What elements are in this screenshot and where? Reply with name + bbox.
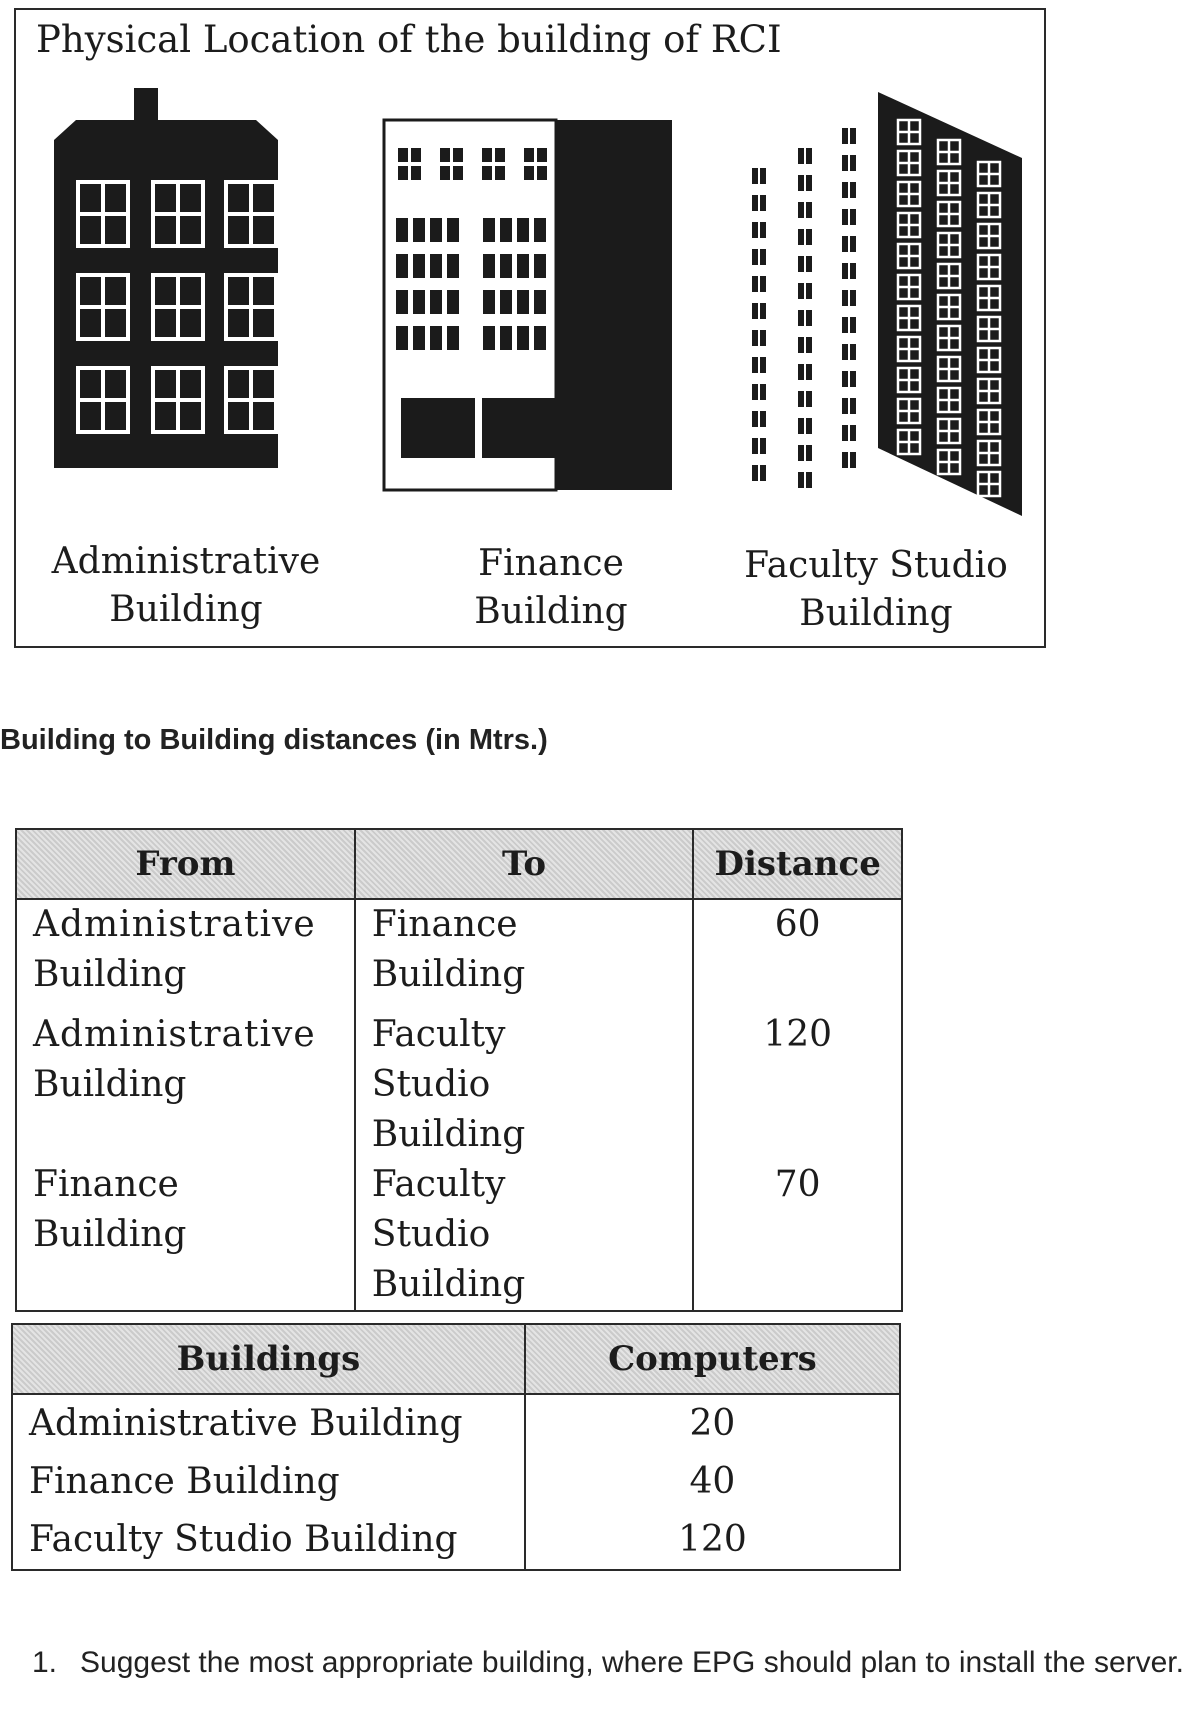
- distances-heading: Building to Building distances (in Mtrs.): [0, 724, 548, 756]
- computers-cell: 40: [525, 1453, 900, 1511]
- computers-cell: 120: [525, 1511, 900, 1570]
- administrative-building-label: Administrative Building: [51, 541, 321, 630]
- table-header-row: [16, 829, 902, 899]
- building-cell: Administrative Building: [12, 1394, 525, 1453]
- table-row: [12, 1453, 900, 1511]
- finance-building-label: Finance Building: [474, 543, 628, 632]
- to-cell: Finance Building: [355, 899, 694, 1010]
- distance-cell: 60: [693, 899, 902, 1010]
- to-cell: Faculty Studio Building: [355, 1010, 694, 1160]
- table-row: [16, 1160, 902, 1311]
- table-row: [16, 899, 902, 1010]
- question-text: Suggest the most appropriate building, where EPG should plan to install the server.: [80, 1646, 1184, 1679]
- column-header-computers: Computers: [525, 1324, 900, 1394]
- distance-cell: 120: [693, 1010, 902, 1160]
- column-header-to: To: [355, 829, 694, 899]
- finance-building-illustration: [384, 120, 672, 490]
- building-distance-table: [15, 828, 903, 1312]
- table-row: [12, 1394, 900, 1453]
- faculty-studio-building-label: Faculty Studio Building: [744, 545, 1008, 634]
- question-number: 1.: [32, 1646, 58, 1679]
- computers-per-building-table: [11, 1323, 901, 1571]
- column-header-distance: Distance: [693, 829, 902, 899]
- figure-title: Physical Location of the building of RCI: [36, 18, 782, 61]
- table-header-row: [12, 1324, 900, 1394]
- from-cell: Administrative Building: [16, 899, 355, 1010]
- building-location-figure: [14, 8, 1046, 648]
- table-row: [16, 1010, 902, 1160]
- administrative-building-illustration: [54, 88, 278, 468]
- column-header-from: From: [16, 829, 355, 899]
- from-cell: Administrative Building: [16, 1010, 355, 1160]
- from-cell: Finance Building: [16, 1160, 355, 1311]
- computers-cell: 20: [525, 1394, 900, 1453]
- table-row: [12, 1511, 900, 1570]
- column-header-buildings: Buildings: [12, 1324, 525, 1394]
- distance-cell: 70: [693, 1160, 902, 1311]
- to-cell: Faculty Studio Building: [355, 1160, 694, 1311]
- building-cell: Finance Building: [12, 1453, 525, 1511]
- building-cell: Faculty Studio Building: [12, 1511, 525, 1570]
- faculty-studio-building-illustration: [752, 92, 1022, 516]
